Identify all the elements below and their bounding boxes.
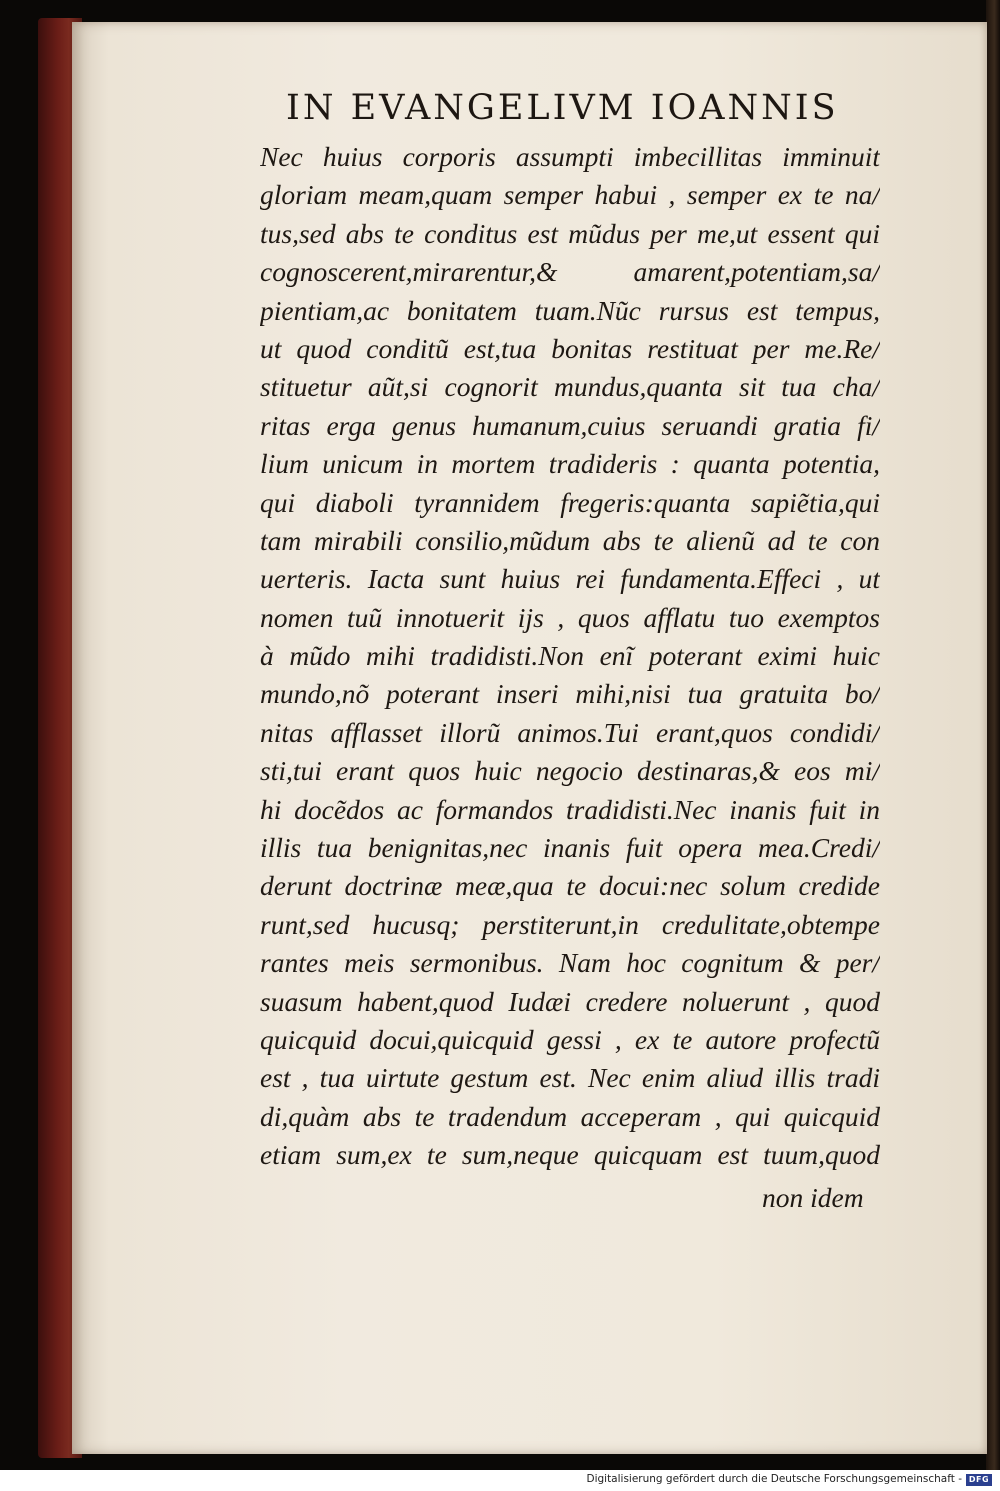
text-line: uerteris. Iacta sunt huius rei fundamenta.Effeci , ut <box>260 563 880 595</box>
text-line: stituetur aũt,si cognorit mundus,quanta sit tua cha/ <box>260 371 880 403</box>
text-line: nomen tuũ innotuerit ijs , quos afflatu tuo exemptos <box>260 601 880 633</box>
dfg-logo-icon: DFG <box>966 1474 992 1486</box>
text-line: cognoscerent,mirarentur,& amarent,potentiam,sa/ <box>260 256 880 288</box>
funding-credit: Digitalisierung gefördert durch die Deutsche Forschungsgemeinschaft - <box>586 1473 962 1485</box>
text-line: derunt doctrinæ meæ,qua te docui:nec solum credide <box>260 870 880 902</box>
running-head: IN EVANGELIVM IOANNIS <box>286 88 839 128</box>
text-line: quicquid docui,quicquid gessi , ex te autore profectũ <box>260 1023 880 1055</box>
text-line: nitas afflasset illorũ animos.Tui erant,quos condidi/ <box>260 716 880 748</box>
text-line: tam mirabili consilio,mũdum abs te alienũ ad te con <box>260 524 880 556</box>
text-line: rantes meis sermonibus. Nam hoc cognitum & per/ <box>260 947 880 979</box>
text-line: qui diaboli tyrannidem fregeris:quanta sapiẽtia,qui <box>260 486 880 518</box>
text-line: suasum habent,quod Iudæi credere noluerunt , quod <box>260 985 880 1017</box>
text-line: hi docẽdos ac formandos tradidisti.Nec inanis fuit in <box>260 793 880 825</box>
footer-bar <box>0 1470 1000 1491</box>
text-line: mundo,nõ poterant inseri mihi,nisi tua gratuita bo/ <box>260 678 880 710</box>
text-line: ut quod conditũ est,tua bonitas restituat per me.Re/ <box>260 332 880 364</box>
body-text <box>260 138 880 1175</box>
text-line: di,quàm abs te tradendum acceperam , qui quicquid <box>260 1100 880 1132</box>
text-line: runt,sed hucusq; perstiterunt,in credulitate,obtempe <box>260 908 880 940</box>
text-line: à mũdo mihi tradidisti.Non enĩ poterant eximi huic <box>260 640 880 672</box>
text-line: pientiam,ac bonitatem tuam.Nũc rursus est tempus, <box>260 294 880 326</box>
text-line: ritas erga genus humanum,cuius seruandi gratia fi/ <box>260 409 880 441</box>
text-line: sti,tui erant quos huic negocio destinaras,& eos mi/ <box>260 755 880 787</box>
text-line: est , tua uirtute gestum est. Nec enim aliud illis tradi <box>260 1062 880 1094</box>
text-line: illis tua benignitas,nec inanis fuit opera mea.Credi/ <box>260 832 880 864</box>
text-line: Nec huius corporis assumpti imbecillitas imminuit <box>260 141 880 172</box>
catchword: non idem <box>762 1182 864 1213</box>
text-line: gloriam meam,quam semper habui , semper ex te na/ <box>260 179 880 211</box>
text-line: tus,sed abs te conditus est mũdus per me,ut essent qui <box>260 217 880 249</box>
book-page-edges <box>986 0 1000 1470</box>
text-line: lium unicum in mortem tradideris : quanta potentia, <box>260 448 880 480</box>
text-line: etiam sum,ex te sum,neque quicquam est tuum,quod <box>260 1139 880 1171</box>
